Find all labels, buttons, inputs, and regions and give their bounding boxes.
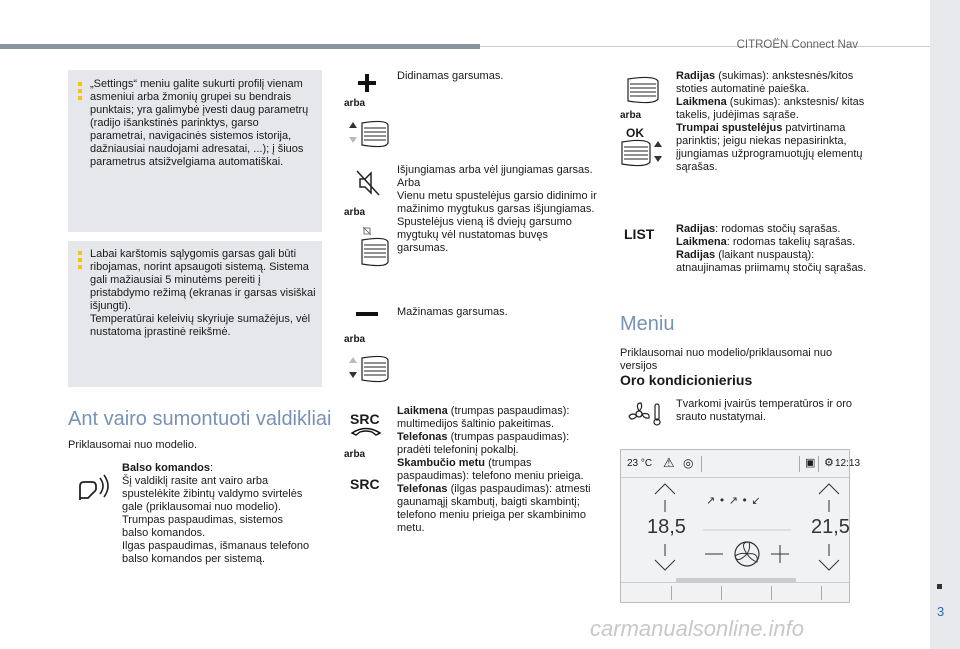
- scroll-media-term: Laikmena: [676, 96, 727, 108]
- arba-label: arba: [344, 207, 366, 218]
- arba-label: arba: [620, 110, 642, 121]
- location-icon: ◎: [683, 456, 694, 470]
- scroll-wheel-icon: [620, 75, 660, 105]
- scroll-wheel-ok-icon: [620, 138, 666, 168]
- mute-icon: [356, 170, 380, 196]
- voice-command-desc: Balso komandos: Šį valdiklį rasite ant vairo arba spustelėkite žibintų valdymo svirtelės gale (priklausomai nuo modelio). Trumpas paspaudimas, sistemos balso komandos. Ilgas paspaudimas, išmanaus telefono balso komandos per sistemą.: [122, 462, 310, 565]
- arba-label: arba: [344, 449, 366, 460]
- outside-temperature: 23 °C: [627, 458, 653, 469]
- scroll-wheel-up-icon: [344, 119, 390, 149]
- scroll-wheel-down-icon: [344, 354, 390, 384]
- header-rule: [0, 44, 480, 49]
- clock: 12:13: [835, 458, 861, 469]
- info-note-settings: [68, 70, 322, 232]
- voice-title: Balso komandos: [122, 462, 211, 474]
- src-phone-long-text: (ilgas paspaudimas): atmesti gaunamąjį skambutį, baigti skambintį; telefono meniu prieiga per skambinimo metu.: [397, 483, 591, 534]
- section-title-steering: Ant vairo sumontuoti valdikliai: [68, 408, 332, 430]
- page-marker: [937, 584, 942, 589]
- src-desc: [397, 405, 597, 535]
- minus-icon: [356, 311, 378, 317]
- note-text: Labai karštomis sąlygomis garsas gali būti ribojamas, norint apsaugoti sistemą. Sistema gali mažiausiai 5 minutėms pereiti į pristabdymo režimą (ekranas ir garsas visiškai išjungti). Temperatūrai keleivių skyriuje sumažėjus, vėl nustatoma įprastinė reikšmė.: [90, 248, 316, 338]
- scroll-press-term: Trumpai spustelėjus: [676, 122, 783, 134]
- info-marker-icon: [78, 251, 82, 269]
- list-radio-long-text: (laikant nuspaustą): atnaujinamas priimamų stočių sąrašas.: [676, 249, 867, 274]
- vol-down-desc: Mažinamas garsumas.: [397, 306, 508, 318]
- plus-icon: [356, 72, 378, 94]
- list-button-label: LIST: [624, 226, 655, 242]
- voice-command-icon: [74, 472, 114, 506]
- bottom-divider: [821, 586, 822, 600]
- scroll-wheel-press-icon: [344, 224, 390, 270]
- src-button-label-alt: SRC: [350, 476, 380, 492]
- ok-label: OK: [626, 126, 644, 140]
- arba-label: arba: [344, 98, 366, 109]
- header-brand: CITROËN Connect Nav: [736, 39, 858, 51]
- ac-desc: Tvarkomi įvairūs temperatūros ir oro srauto nustatymai.: [676, 398, 853, 423]
- svg-text:↗ • ↗ • ↙: ↗ • ↗ • ↙: [706, 494, 761, 507]
- note-text: „Settings“ meniu galite sukurti profilį vienam asmeniui arba žmonių grupei su bendrais punktais; yra galimybė įvesti daug parametrų (radijo išankstinės parinktys, garso parametrai, navigacinės sistemos istorija, dažniausiai naudojami adresatai, ...); į šiuos parametrus atsižvelgiama automatiškai.: [90, 78, 309, 168]
- left-temperature: 18,5: [647, 516, 686, 538]
- climate-screen: [620, 449, 861, 603]
- page-edge-bar: [930, 0, 960, 649]
- voice-text: Šį valdiklį rasite ant vairo arba spustelėkite žibintų valdymo svirtelės gale (priklausomai nuo modelio). Trumpas paspaudimas, sistemos balso komandos. Ilgas paspaudimas, išmanaus telefono balso komandos per sistemą.: [122, 475, 310, 565]
- screen-bottom-bar: [621, 582, 849, 602]
- watermark: carmanualsonline.info: [590, 616, 805, 641]
- list-media-term: Laikmena: [676, 236, 727, 248]
- src-phone-text: (trumpas paspaudimas): pradėti telefoninį pokalbį.: [397, 431, 570, 456]
- list-radio-text: : rodomas stočių sąrašas.: [715, 223, 841, 235]
- bottom-divider: [671, 586, 672, 600]
- src-call-text: (trumpas paspaudimas): telefono meniu prieiga.: [397, 457, 584, 482]
- display-icon: ▣: [805, 457, 816, 469]
- src-media-term: Laikmena: [397, 405, 448, 417]
- info-note-heat: [68, 241, 322, 387]
- mute-desc: Išjungiamas arba vėl įjungiamas garsas. Arba Vienu metu spustelėjus garsio didinimo ir mažinimo mygtukus garsas išjungiamas. Spustelėjus vieną iš dviejų garsumo mygtukų vėl nustatomas buvęs garsumas.: [397, 164, 597, 254]
- menu-subtitle: Priklausomai nuo modelio/priklausomai nuo versijos: [620, 347, 833, 372]
- phone-handset-icon: [350, 426, 382, 436]
- section-subtitle: Priklausomai nuo modelio.: [68, 439, 198, 451]
- right-temperature: 21,5: [811, 516, 850, 538]
- src-phone-long-term: Telefonas: [397, 483, 448, 495]
- list-media-text: : rodomas takelių sąrašas.: [726, 236, 856, 248]
- bottom-divider: [771, 586, 772, 600]
- screen-status-bar: [621, 450, 861, 478]
- bottom-divider: [721, 586, 722, 600]
- status-divider: [701, 456, 702, 472]
- arba-label: arba: [344, 334, 366, 345]
- page-number: 3: [937, 604, 945, 619]
- info-marker-icon: [78, 82, 82, 100]
- src-button-label: SRC: [350, 411, 380, 427]
- climate-fan-icon: [626, 400, 662, 428]
- list-desc: [676, 223, 872, 275]
- scroll-press-text: patvirtinama parinktis; jeigu niekas nepasirinkta, įjungiamas užprogramuotųjų elementų sąrašas.: [676, 122, 863, 173]
- list-radio-long-term: Radijas: [676, 249, 716, 261]
- scroll-radio-term: Radijas: [676, 70, 716, 82]
- status-divider: [818, 456, 819, 472]
- src-media-text: (trumpas paspaudimas): multimedijos šaltinio pakeitimas.: [397, 405, 570, 430]
- scroll-desc: [676, 70, 872, 174]
- scroll-media-text: (sukimas): ankstesnis/ kitas takelis, judėjimas sąraše.: [676, 96, 865, 121]
- section-title-menu: Meniu: [620, 313, 675, 335]
- list-radio-term: Radijas: [676, 223, 716, 235]
- status-divider: [799, 456, 800, 472]
- src-call-term: Skambučio metu: [397, 457, 486, 469]
- scroll-radio-text: (sukimas): ankstesnės/kitos stoties automatinė paieška.: [676, 70, 854, 95]
- settings-gear-icon: ⚙: [824, 457, 834, 469]
- warning-icon: ⚠: [663, 455, 675, 470]
- header-rule-thin: [480, 46, 940, 47]
- src-phone-term: Telefonas: [397, 431, 448, 443]
- vol-up-desc: Didinamas garsumas.: [397, 70, 504, 82]
- section-title-ac: Oro kondicionierius: [620, 372, 753, 388]
